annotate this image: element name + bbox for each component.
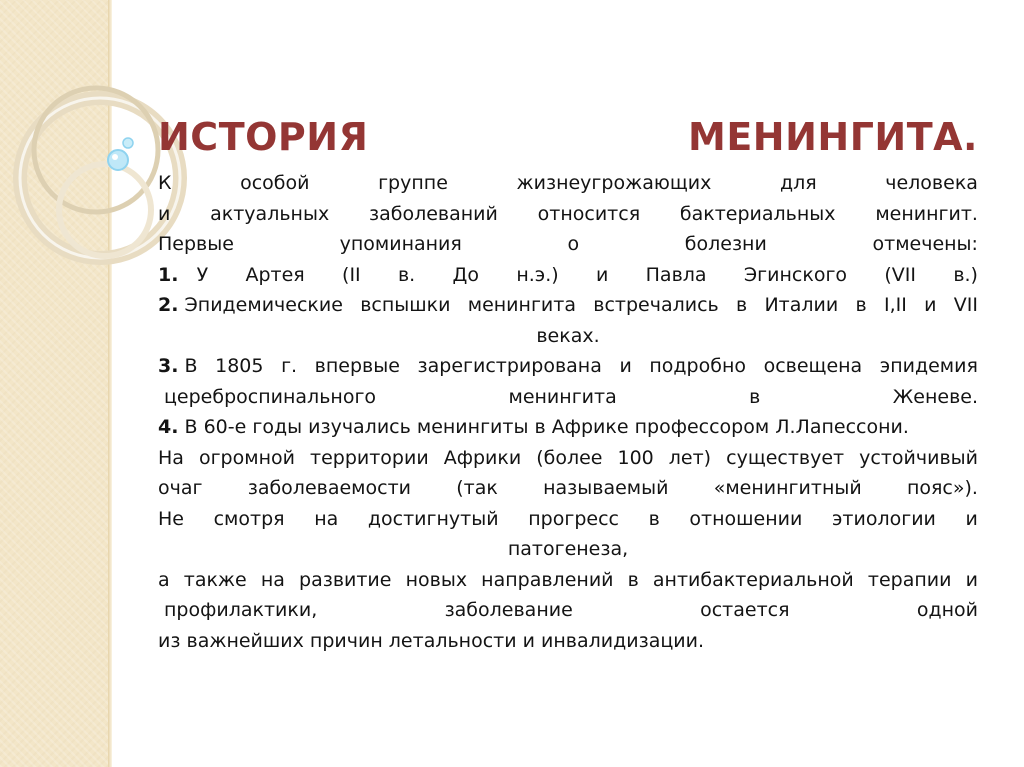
word: антибактериальной [652,568,854,591]
word: одной [916,599,978,621]
word: К [158,172,172,194]
word: в. [397,263,416,286]
word: территории [310,446,429,469]
word: развитие [299,568,392,591]
word: подробно [649,355,747,377]
list-item-3-continued [158,382,978,413]
word: смотря [213,507,285,530]
word: профилактики, [164,599,318,621]
word: и [924,294,937,316]
word: Артея [245,263,305,286]
word: актуальных [210,202,330,225]
word: (так [456,477,498,499]
word: новых [405,568,468,591]
list-number: 4. [158,416,179,438]
word: встречались [593,294,719,316]
word: (VII [884,263,916,286]
word: 1805 [215,355,264,377]
word: устойчивый [859,446,978,469]
word: и [158,202,171,225]
word: лет) [668,446,712,469]
word: жизнеугрожающих [516,172,712,194]
title-word-meningitis: МЕНИНГИТА. [688,115,978,159]
word: (более [536,446,603,469]
word: зарегистрирована [417,355,602,377]
word: У [196,263,209,286]
list-number: 1. [158,263,179,286]
word: человека [885,172,978,194]
list-number: 3. [158,355,179,377]
word: эпидемия [879,355,978,377]
word: Италии [764,294,839,316]
text-line-2 [158,199,978,230]
word: болезни [684,233,767,255]
text-line-pathogenesis: патогенеза, [507,538,629,560]
list-item-4 [158,412,978,443]
word: для [779,172,817,194]
list-item-2-head [158,290,343,321]
word: (II [342,263,361,286]
list-item-2 [158,290,978,321]
word: а [158,568,170,591]
word: называемый [543,477,669,499]
word: в [855,294,867,316]
word: VII [953,294,978,316]
word: огромной [198,446,295,469]
word: менингита [467,294,576,316]
word: До [452,263,479,286]
word: В [184,355,198,377]
text-line-prophylaxis [158,595,978,626]
text-line-3 [158,229,978,260]
word: в [749,385,761,408]
word: г. [281,355,298,377]
word: Первые [158,233,234,255]
word: отмечены: [872,233,978,255]
word: вспышки [360,294,451,316]
word: 100 [617,446,654,469]
bubble-large-shine [112,154,118,160]
word: Не [158,507,184,530]
word: Павла [645,263,707,286]
word: о [567,233,580,255]
word: Африки [443,446,522,469]
word: этиологии [831,507,936,530]
text-line-progress [158,504,978,535]
word: впервые [314,355,400,377]
word: I,II [883,294,907,316]
list-item-1 [158,260,978,291]
word: прогресс [528,507,619,530]
word: н.э.) [516,263,559,286]
word: особой [240,172,310,194]
slide-body [158,168,978,656]
word: менингита [508,385,617,408]
word: отношении [689,507,803,530]
word: группе [378,172,448,194]
word: также [183,568,247,591]
word: очаг [158,477,203,499]
slide-content [158,106,978,656]
list-item-1-head [158,260,208,291]
list-item-3 [158,351,978,382]
word: менингит. [875,202,978,225]
word: и [965,507,978,530]
word: Эгинского [743,263,848,286]
word: бактериальных [679,202,836,225]
word: заболевание [444,599,573,621]
list-item-2-continued: веках. [536,324,600,347]
word: терапии [867,568,952,591]
word: в [627,568,639,591]
word: остается [700,599,790,621]
ring-inner [34,88,158,212]
word: Эпидемические [184,294,343,316]
ring-outer-highlight [20,98,180,258]
word: существует [726,446,845,469]
word: достигнутый [367,507,499,530]
word: и [619,355,632,377]
list-item-3-head [158,351,198,382]
slide-title [158,106,978,168]
word: на [260,568,285,591]
word: освещена [763,355,863,377]
list-item-4-text: В 60-е годы изучались менингиты в Африке профессором Л.Лапессони. [184,416,909,438]
word: «менингитный [713,477,862,499]
bubble-small [123,138,133,148]
text-line-belt [158,473,978,504]
word: На [158,446,184,469]
word: в [648,507,660,530]
word: упоминания [339,233,462,255]
word: направлений [481,568,614,591]
word: Женеве. [892,385,978,408]
list-number: 2. [158,294,179,316]
text-line-africa [158,443,978,474]
title-word-history: ИСТОРИЯ [158,115,369,159]
word: в [736,294,748,316]
text-line-1 [158,168,978,199]
word: на [314,507,339,530]
word: в.) [953,263,978,286]
word: относится [537,202,641,225]
word: цереброспинального [164,385,377,408]
word: пояс»). [906,477,978,499]
text-line-therapy [158,565,978,596]
word: и [965,568,978,591]
word: заболеваний [368,202,498,225]
word: и [595,263,609,286]
word: заболеваемости [247,477,411,499]
bubble-large [108,150,128,170]
text-line-final: из важнейших причин летальности и инвалидизации. [158,629,705,652]
